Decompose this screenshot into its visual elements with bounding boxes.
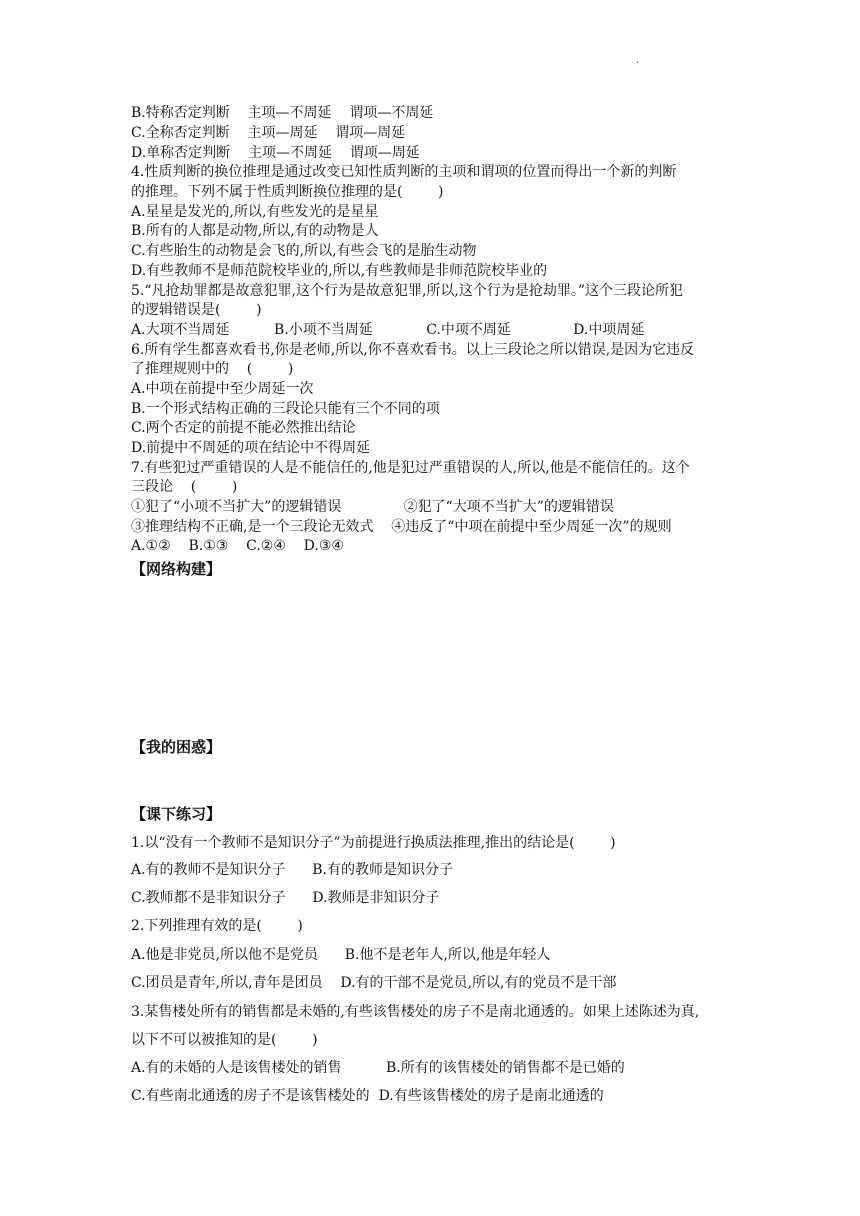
text-line: B.所有的人都是动物,所以,有的动物是人 xyxy=(131,223,379,239)
text-line: C.两个否定的前提不能必然推出结论 xyxy=(131,420,356,436)
header-mark: · xyxy=(636,58,640,69)
text-line: A.①② B.①③ C.②④ D.③④ xyxy=(131,538,344,554)
text-line: C.团员是青年,所以,青年是团员 D.有的干部不是党员,所以,有的党员不是干部 xyxy=(131,975,617,991)
text-line: 4.性质判断的换位推理是通过改变已知性质判断的主项和谓项的位置而得出一个新的判断 xyxy=(131,164,677,180)
text-line: B.一个形式结构正确的三段论只能有三个不同的项 xyxy=(131,401,440,417)
text-line: 了推理规则中的 ( ) xyxy=(131,361,294,377)
text-line: A.星星是发光的,所以,有些发光的是星星 xyxy=(131,204,379,220)
text-line: C.有些南北通透的房子不是该售楼处的 D.有些该售楼处的房子是南北通透的 xyxy=(131,1088,604,1104)
text-line: ③推理结构不正确,是一个三段论无效式 ④违反了“中项在前提中至少周延一次”的规则 xyxy=(131,519,672,535)
text-line: A.大项不当周延 B.小项不当周延 C.中项不周延 D.中项周延 xyxy=(131,322,645,338)
text-line: 2.下列推理有效的是( ) xyxy=(131,918,303,934)
text-line: A.中项在前提中至少周延一次 xyxy=(131,381,314,397)
text-line: 的逻辑错误是( ) xyxy=(131,302,262,318)
text-line: ①犯了“小项不当扩大”的逻辑错误 ②犯了“大项不当扩大”的逻辑错误 xyxy=(131,499,614,515)
text-line: D.单称否定判断 主项—不周延 谓项—周延 xyxy=(131,145,420,161)
text-line: 以下不可以被推知的是( ) xyxy=(131,1032,318,1048)
text-line: 3.某售楼处所有的销售都是未婚的,有些该售楼处的房子不是南北通透的。如果上述陈述为真, xyxy=(131,1004,700,1020)
text-line: D.有些教师不是师范院校毕业的,所以,有些教师是非师范院校毕业的 xyxy=(131,263,548,279)
section-heading-practice: 【课下练习】 xyxy=(131,805,222,823)
text-line: C.教师都不是非知识分子 D.教师是非知识分子 xyxy=(131,890,440,906)
text-line: 三段论 ( ) xyxy=(131,479,238,495)
section-heading-network: 【网络构建】 xyxy=(131,560,222,578)
text-line: C.全称否定判断 主项—周延 谓项—周延 xyxy=(131,125,406,141)
text-line: 的推理。下列不属于性质判断换位推理的是( ) xyxy=(131,184,444,200)
text-line: C.有些胎生的动物是会飞的,所以,有些会飞的是胎生动物 xyxy=(131,243,477,259)
text-line: B.特称否定判断 主项—不周延 谓项—不周延 xyxy=(131,105,434,121)
section-heading-confusion: 【我的困惑】 xyxy=(131,738,222,756)
text-line: 5.“凡抢劫罪都是故意犯罪,这个行为是故意犯罪,所以,这个行为是抢劫罪。”这个三段论所犯 xyxy=(131,283,684,299)
text-line: A.他是非党员,所以他不是党员 B.他不是老年人,所以,他是年轻人 xyxy=(131,947,551,963)
text-line: 7.有些犯过严重错误的人是不能信任的,他是犯过严重错误的人,所以,他是不能信任的。这个 xyxy=(131,460,690,476)
text-line: A.有的教师不是知识分子 B.有的教师是知识分子 xyxy=(131,862,453,878)
text-line: D.前提中不周延的项在结论中不得周延 xyxy=(131,440,371,456)
text-line: A.有的未婚的人是该售楼处的销售 B.所有的该售楼处的销售都不是已婚的 xyxy=(131,1060,625,1076)
text-line: 1.以“没有一个教师不是知识分子”为前提进行换质法推理,推出的结论是( ) xyxy=(131,835,616,851)
text-line: 6.所有学生都喜欢看书,你是老师,所以,你不喜欢看书。以上三段论之所以错误,是因为它违反 xyxy=(131,342,695,358)
